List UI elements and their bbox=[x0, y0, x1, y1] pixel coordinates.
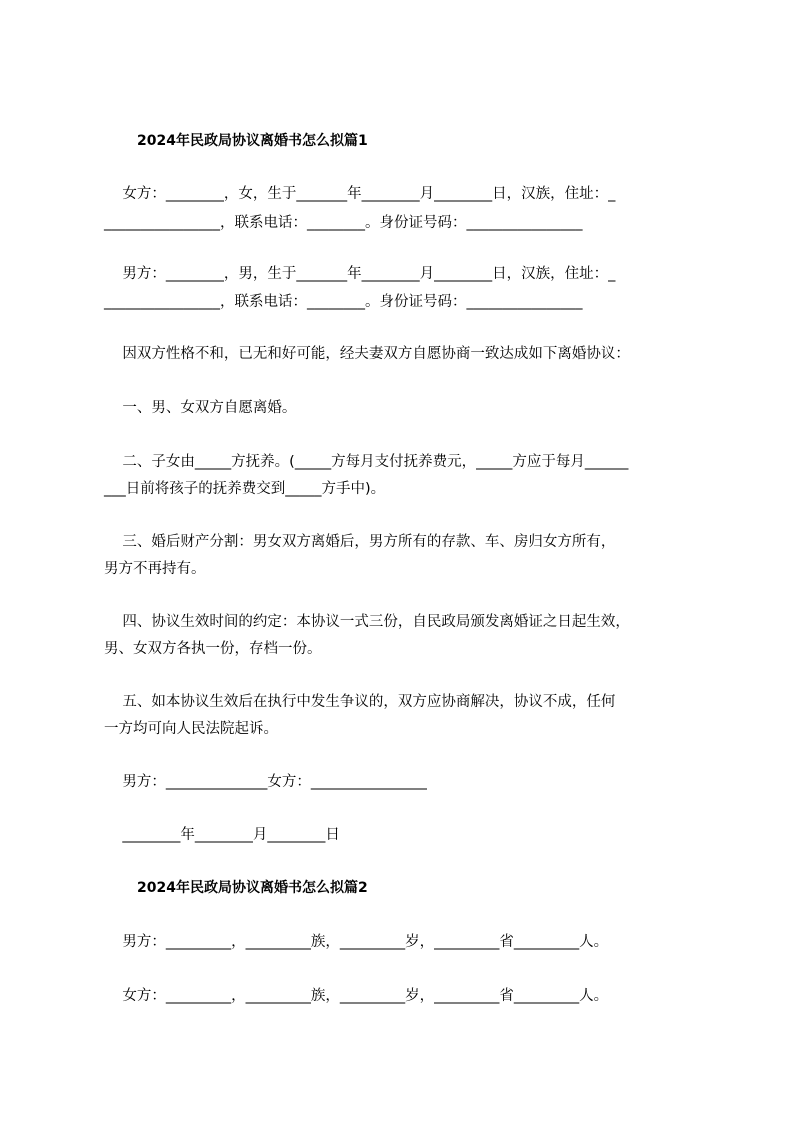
clause-3-line-1: 三、婚后财产分割：男女双方离婚后，男方所有的存款、车、房归女方所有， bbox=[104, 534, 616, 550]
female-info-line-1: 女方：________，女，生于_______年________月________日，汉族，住址：_ bbox=[104, 186, 616, 202]
section2-title: 2024年民政局协议离婚书怎么拟篇2 bbox=[137, 880, 368, 896]
male-info-line-1: 男方：________，男，生于_______年________月________日，汉族，住址：_ bbox=[104, 266, 616, 282]
section2-male-line: 男方：_________，_________族，_________岁，_________省_________人。 bbox=[104, 934, 609, 950]
clause-4-line-2: 男、女双方各执一份，存档一份。 bbox=[104, 641, 322, 657]
male-info-line-2: ________________，联系电话：________。身份证号码：________________ bbox=[104, 294, 583, 310]
clause-3-line-2: 男方不再持有。 bbox=[104, 561, 206, 577]
clause-1: 一、男、女双方自愿离婚。 bbox=[104, 400, 297, 416]
section1-title: 2024年民政局协议离婚书怎么拟篇1 bbox=[137, 133, 368, 149]
clause-5-line-1: 五、如本协议生效后在执行中发生争议的，双方应协商解决，协议不成，任何 bbox=[104, 694, 616, 710]
section2-female-line: 女方：_________，_________族，_________岁，_________省_________人。 bbox=[104, 988, 609, 1004]
clause-2-line-2: ___日前将孩子的抚养费交到_____方手中)。 bbox=[104, 481, 386, 497]
clause-5-line-2: 一方均可向人民法院起诉。 bbox=[104, 721, 278, 737]
clause-4-line-1: 四、协议生效时间的约定：本协议一式三份，自民政局颁发离婚证之日起生效， bbox=[104, 614, 630, 630]
female-info-line-2: ________________，联系电话：________。身份证号码：________________ bbox=[104, 215, 583, 231]
intro-paragraph: 因双方性格不和，已无和好可能，经夫妻双方自愿协商一致达成如下离婚协议： bbox=[104, 346, 630, 362]
clause-2-line-1: 二、子女由_____方抚养。(_____方每月支付抚养费元，_____方应于每月______ bbox=[104, 454, 629, 470]
signature-line: 男方：______________女方：________________ bbox=[104, 774, 427, 790]
date-line: ________年________月________日 bbox=[104, 827, 340, 843]
